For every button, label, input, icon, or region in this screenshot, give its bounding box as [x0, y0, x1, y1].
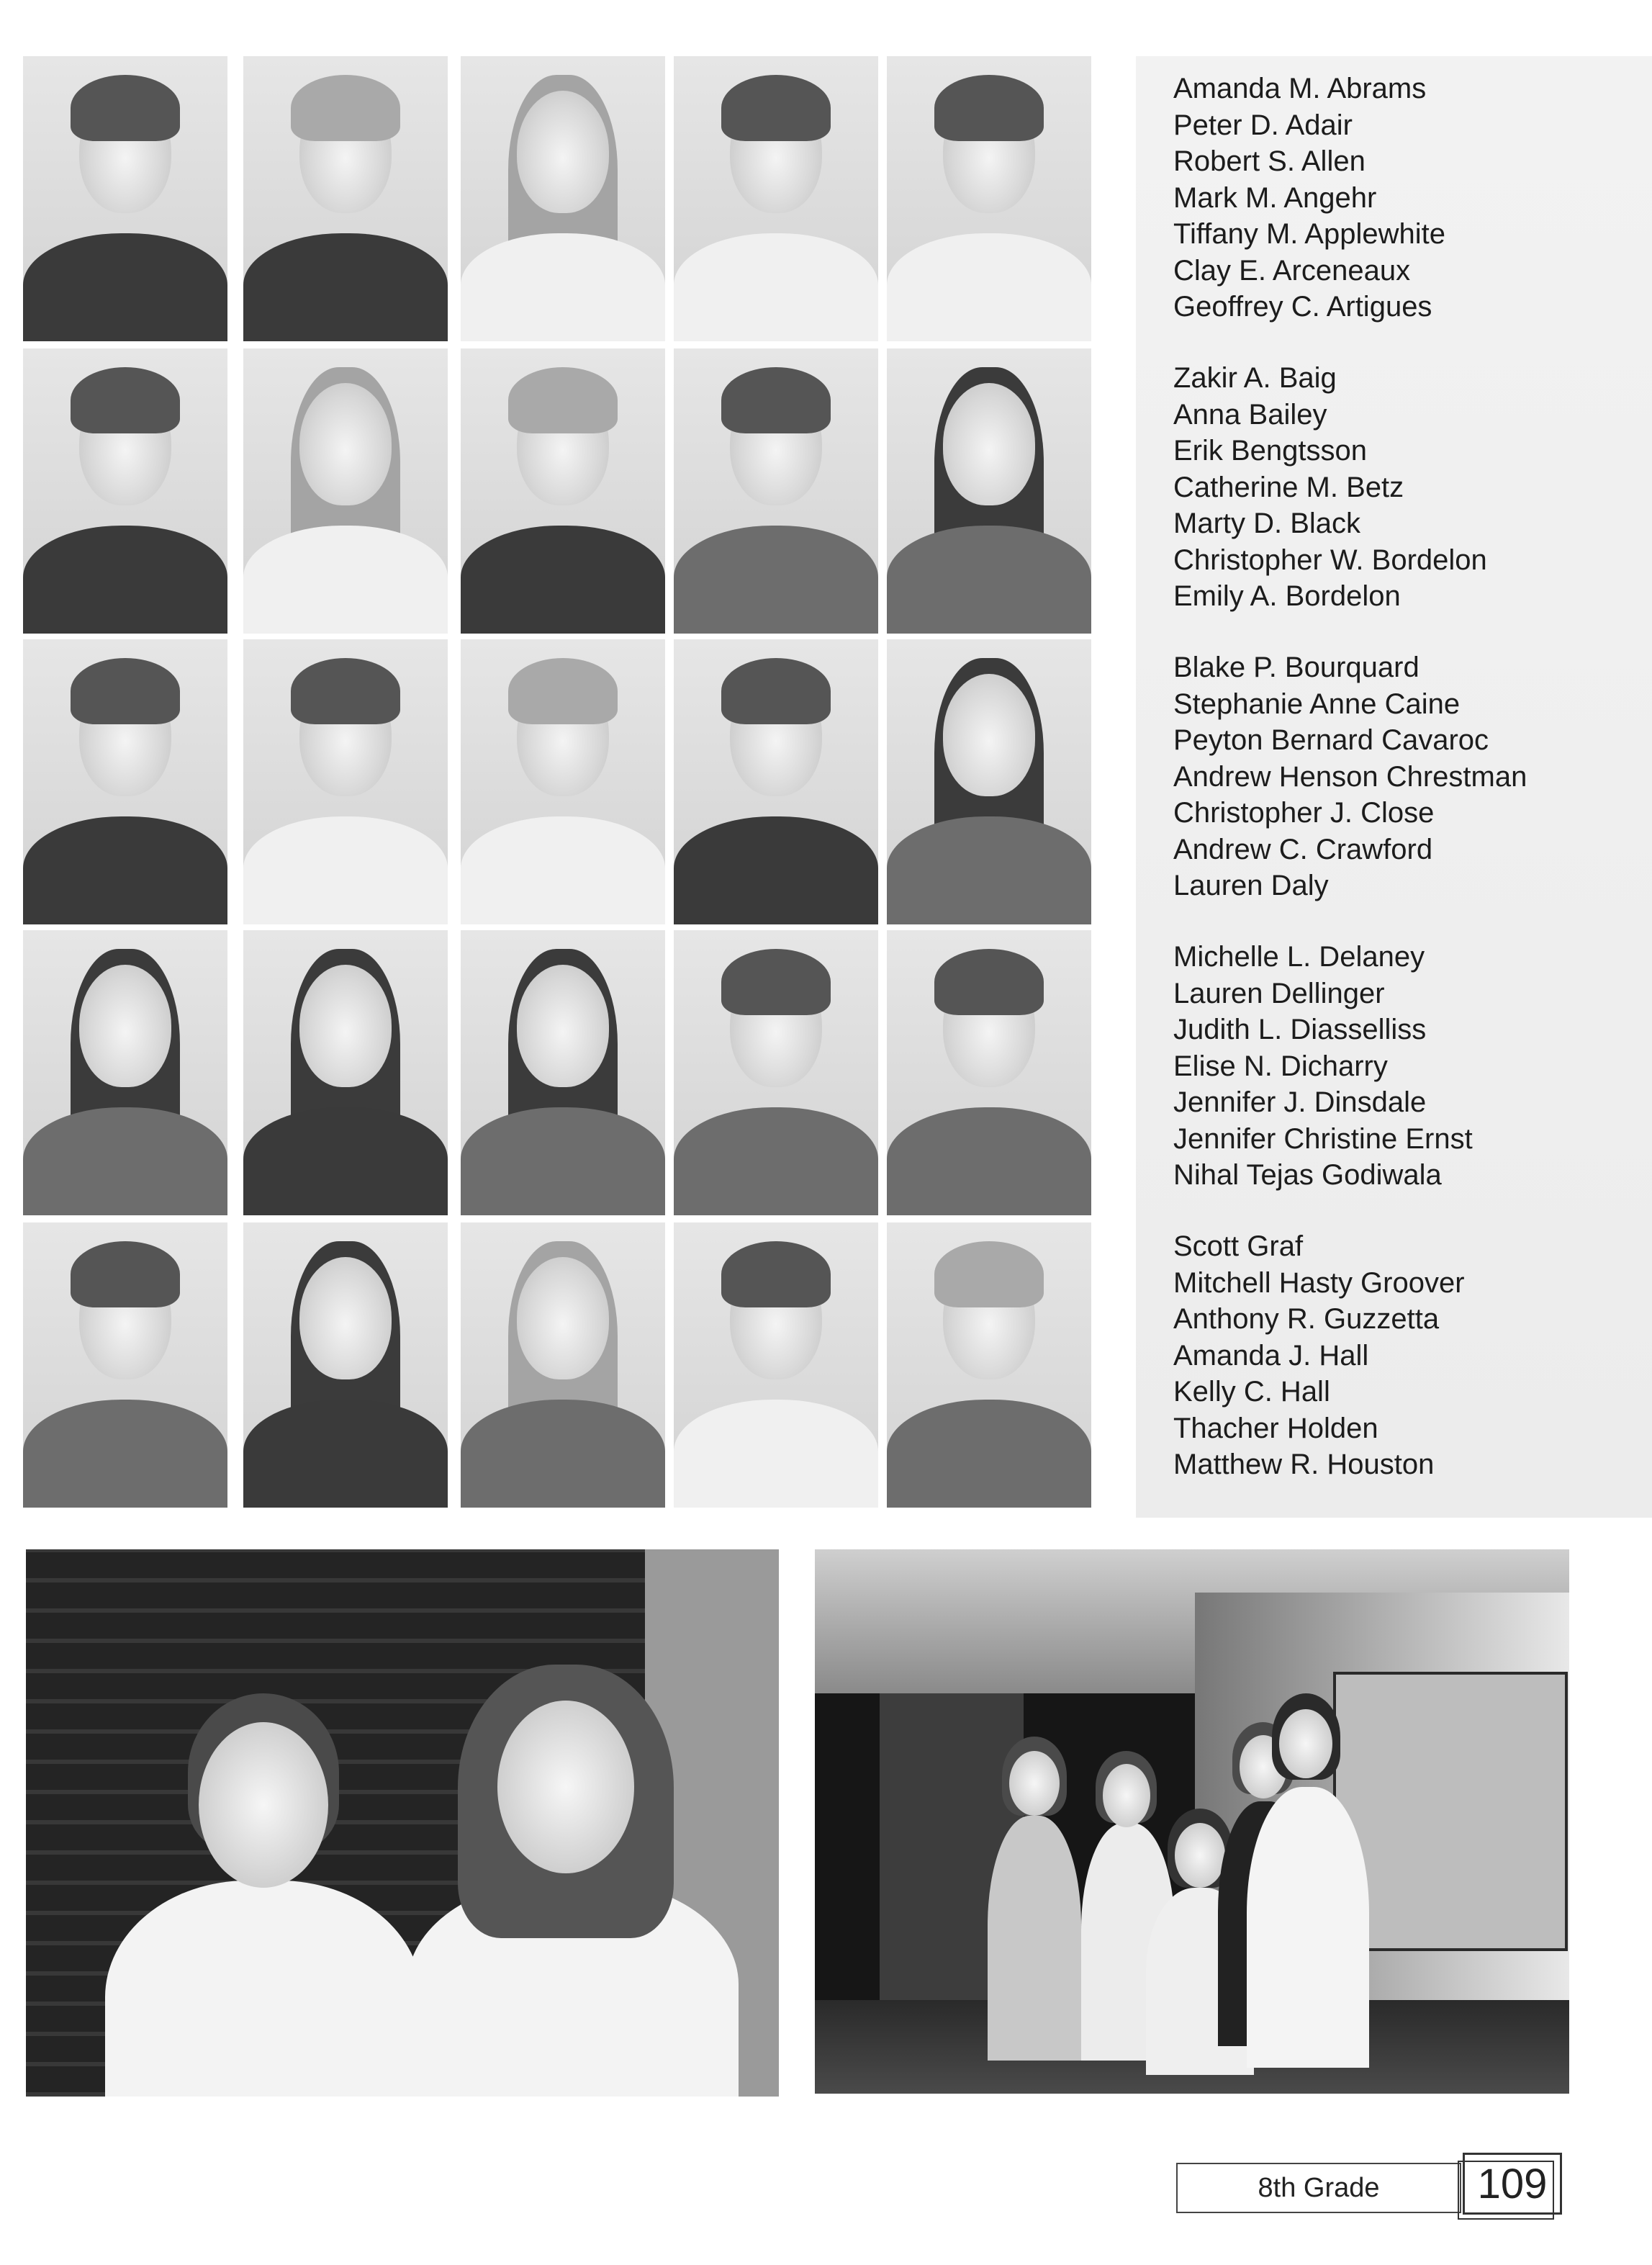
student-name: Clay E. Arceneaux — [1173, 254, 1411, 287]
student-name: Andrew C. Crawford — [1173, 833, 1433, 865]
name-group — [1173, 1228, 1648, 1483]
student-name: Scott Graf — [1173, 1230, 1304, 1262]
student-name: Marty D. Black — [1173, 508, 1361, 539]
name-group — [1173, 360, 1648, 615]
candid-photo-hallway-group — [815, 1549, 1569, 2094]
student-name: Erik Bengtsson — [1173, 435, 1368, 467]
student-name: Kelly C. Hall — [1173, 1376, 1330, 1408]
student-name: Emily A. Bordelon — [1173, 580, 1401, 612]
student-name: Christopher J. Close — [1173, 797, 1435, 829]
portrait-photo — [23, 1222, 227, 1508]
portrait-photo — [243, 639, 448, 924]
student-name: Amanda M. Abrams — [1173, 73, 1427, 104]
portrait-photo — [461, 348, 665, 634]
portrait-photo — [674, 1222, 878, 1508]
student-name: Jennifer J. Dinsdale — [1173, 1086, 1427, 1118]
portrait-photo — [461, 930, 665, 1215]
student-name: Peter D. Adair — [1173, 109, 1353, 141]
name-group — [1173, 649, 1648, 904]
portrait-photo — [243, 348, 448, 634]
page-number-text: 109 — [1477, 2160, 1548, 2207]
student-name: Geoffrey C. Artigues — [1173, 291, 1432, 323]
portrait-photo — [243, 1222, 448, 1508]
portrait-photo — [461, 639, 665, 924]
student-name: Amanda J. Hall — [1173, 1339, 1369, 1372]
student-name: Peyton Bernard Cavaroc — [1173, 724, 1489, 756]
portrait-photo — [887, 1222, 1091, 1508]
section-label: 8th Grade — [1176, 2163, 1461, 2213]
student-name: Lauren Daly — [1173, 870, 1329, 901]
student-name: Tiffany M. Applewhite — [1173, 218, 1445, 250]
student-name: Robert S. Allen — [1173, 145, 1366, 177]
portrait-photo — [674, 930, 878, 1215]
student-name: Anthony R. Guzzetta — [1173, 1303, 1440, 1335]
student-name: Lauren Dellinger — [1173, 977, 1385, 1009]
student-name: Christopher W. Bordelon — [1173, 544, 1487, 576]
portrait-photo — [674, 56, 878, 341]
student-name: Michelle L. Delaney — [1173, 941, 1425, 973]
student-name: Stephanie Anne Caine — [1173, 688, 1461, 720]
candid-photo-two-girls — [26, 1549, 779, 2097]
student-name: Catherine M. Betz — [1173, 471, 1404, 503]
names-panel — [1136, 56, 1652, 1518]
portrait-photo — [887, 56, 1091, 341]
student-name: Judith L. Diasselliss — [1173, 1014, 1427, 1045]
portrait-photo — [674, 348, 878, 634]
student-name: Thacher Holden — [1173, 1412, 1378, 1444]
student-name: Jennifer Christine Ernst — [1173, 1122, 1473, 1155]
portrait-photo — [887, 348, 1091, 634]
portrait-photo — [461, 1222, 665, 1508]
portrait-photo — [23, 639, 227, 924]
portrait-photo — [243, 56, 448, 341]
student-name: Zakir A. Baig — [1173, 362, 1337, 394]
portrait-photo — [674, 639, 878, 924]
portrait-grid — [23, 56, 1101, 1515]
student-name: Mark M. Angehr — [1173, 181, 1377, 214]
portrait-photo — [243, 930, 448, 1215]
student-name: Matthew R. Houston — [1173, 1449, 1435, 1480]
portrait-photo — [887, 639, 1091, 924]
page-number — [1463, 2153, 1562, 2215]
name-group — [1173, 71, 1648, 325]
student-name: Anna Bailey — [1173, 398, 1327, 431]
portrait-photo — [23, 56, 227, 341]
student-name: Blake P. Bourquard — [1173, 652, 1419, 683]
student-name: Mitchell Hasty Groover — [1173, 1266, 1465, 1299]
portrait-photo — [887, 930, 1091, 1215]
name-group — [1173, 939, 1648, 1194]
portrait-photo — [23, 930, 227, 1215]
portrait-photo — [461, 56, 665, 341]
student-name: Elise N. Dicharry — [1173, 1050, 1388, 1082]
student-name: Andrew Henson Chrestman — [1173, 760, 1527, 793]
portrait-photo — [23, 348, 227, 634]
student-name: Nihal Tejas Godiwala — [1173, 1159, 1442, 1191]
